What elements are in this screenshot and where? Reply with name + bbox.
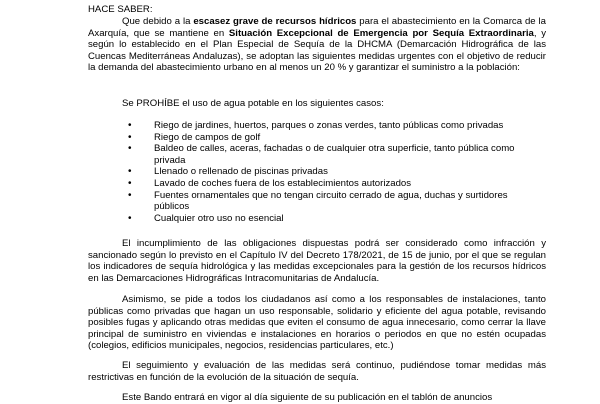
list-item: • Fuentes ornamentales que no tengan circuito cerrado de agua, duchas y surtidores públicos xyxy=(128,190,518,213)
intro-bold-scarcity: escasez grave de recursos hídricos xyxy=(193,16,357,27)
list-item: • Llenado o rellenado de piscinas privadas xyxy=(128,166,518,178)
intro-text-d: , y según lo establecido en el Plan Especial de Sequía de la DHCMA (Demarcación Hidrográfica de las Cuencas Mediterráneas Andaluzas), se adoptan las siguientes medidas urgentes con el objetivo de reducir la demanda del abastecimiento urbano en al menos un 20 % y garantizar el suministro a la población: xyxy=(88,27,546,74)
intro-bold-emergency: Situación Excepcional de Emergencia por Sequía Extraordinaria xyxy=(228,27,534,39)
heading: HACE SABER: xyxy=(88,4,153,15)
list-item: • Baldeo de calles, aceras, fachadas o de cualquier otra superficie, tanto pública como privada xyxy=(128,143,518,166)
prohibition-intro: Se PROHÍBE el uso de agua potable en los siguientes casos: xyxy=(122,98,384,109)
list-item: • Riego de jardines, huertos, parques o zonas verdes, tanto públicas como privadas xyxy=(128,120,518,132)
prohibition-list xyxy=(128,120,518,224)
responsibility-paragraph: Asimismo, se pide a todos los ciudadanos así como a los responsables de instalaciones, tanto públicas como privadas que hagan un uso responsable, solidario y eficiente del agua potable, revisando posibles fugas y aplicando otras medidas que eviten el consumo de agua innecesario, como cerrar la llave principal de suministro en viviendas e instalaciones en horarios o periodos en que no estén ocupadas (colegios, edificios municipales, negocios, residencias particulares, etc.) xyxy=(88,294,546,352)
monitoring-paragraph: El seguimiento y evaluación de las medidas será continuo, pudiéndose tomar medidas más restrictivas en función de la evolución de la situación de sequía. xyxy=(88,360,546,383)
intro-text-a: Que debido a la xyxy=(122,16,194,27)
sanction-paragraph: El incumplimiento de las obligaciones dispuestas podrá ser considerado como infracción y sancionado según lo previsto en el Capítulo IV del Decreto 178/2021, de 15 de junio, por el que se regulan los indicadores de sequía hidrológica y las medidas excepcionales para la gestión de los recursos hídricos en las Demarcaciones Hidrográficas Intracomunitarias de Andalucía. xyxy=(88,238,546,284)
list-item: • Lavado de coches fuera de los establecimientos autorizados xyxy=(128,178,518,190)
list-item: • Riego de campos de golf xyxy=(128,132,518,144)
intro-paragraph xyxy=(88,16,546,74)
list-item: • Cualquier otro uso no esencial xyxy=(128,213,518,225)
intro-text-c: para el abastecimiento en la Comarca de la Axarquía, que se mantiene en xyxy=(88,16,546,39)
entry-into-force-paragraph: Este Bando entrará en vigor al día siguiente de su publicación en el tablón de anuncios xyxy=(122,392,493,403)
